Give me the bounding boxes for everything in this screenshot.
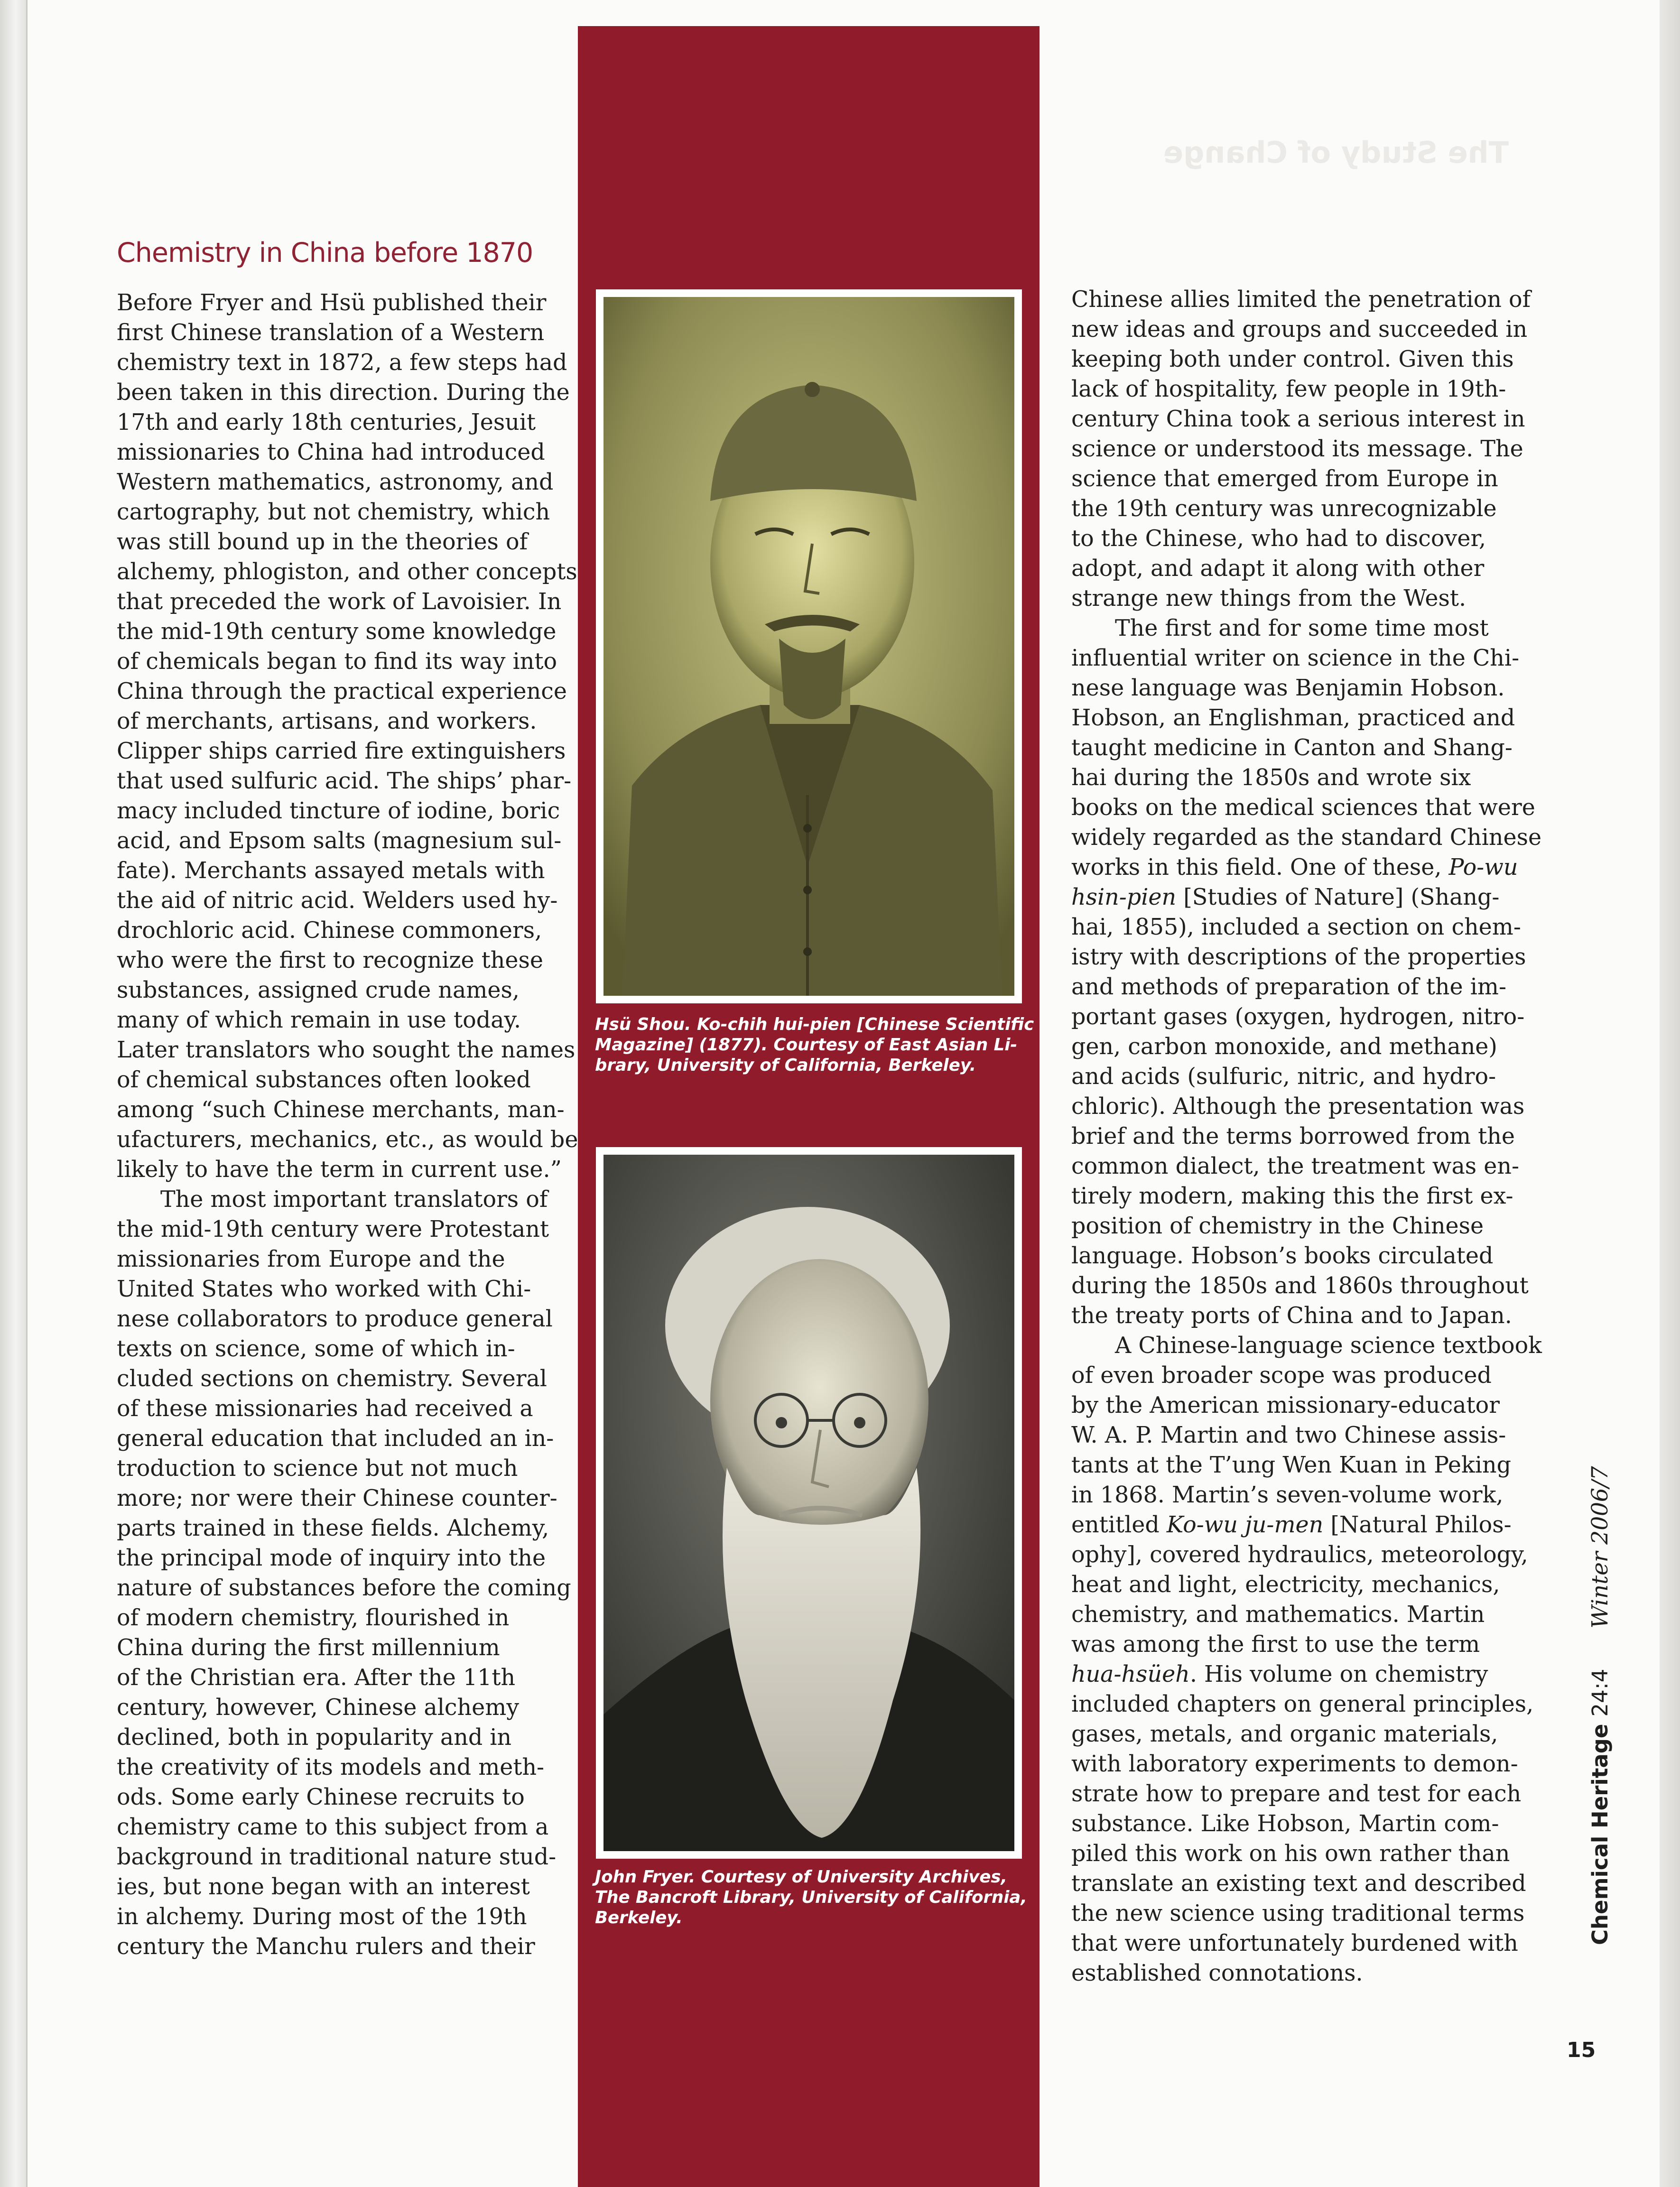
text-line: strange new things from the West. <box>1071 585 1467 612</box>
text-line: The most important translators of <box>160 1186 548 1213</box>
text-line: that used sulfuric acid. The ships’ phar- <box>117 768 572 794</box>
text-line: missionaries to China had introduced <box>117 439 545 465</box>
hsu-shou-photo-frame <box>596 289 1022 1003</box>
text-line: that preceded the work of Lavoisier. In <box>117 589 562 615</box>
text-line: during the 1850s and 1860s throughout <box>1071 1273 1529 1299</box>
text-line: China during the first millennium <box>117 1635 500 1661</box>
issue-number: 24:4 <box>1587 1668 1613 1717</box>
text-line: chemistry came to this subject from a <box>117 1814 549 1840</box>
text-line: Hobson, an Englishman, practiced and <box>1071 705 1515 731</box>
text-line: chemistry text in 1872, a few steps had <box>117 350 567 376</box>
text-line: Western mathematics, astronomy, and <box>117 469 554 495</box>
right-text-column <box>1071 285 1542 1988</box>
text-line: widely regarded as the standard Chinese <box>1071 825 1542 851</box>
italic-title: Ko-wu ju-men <box>1166 1512 1324 1538</box>
text-line: nese language was Benjamin Hobson. <box>1071 675 1505 701</box>
text-line: The first and for some time most <box>1115 615 1489 641</box>
text-line: was among the first to use the term <box>1071 1631 1480 1658</box>
magazine-name: Chemical Heritage <box>1587 1724 1613 1945</box>
text-line: Chinese allies limited the penetration of <box>1071 287 1531 313</box>
text-line: with laboratory experiments to demon- <box>1071 1751 1518 1777</box>
text-line: hai during the 1850s and wrote six <box>1071 765 1471 791</box>
text-line: fate). Merchants assayed metals with <box>117 858 545 884</box>
text-line: substance. Like Hobson, Martin com- <box>1071 1811 1499 1837</box>
text-line: century, however, Chinese alchemy <box>117 1695 520 1721</box>
text-line: keeping both under control. Given this <box>1071 346 1514 372</box>
text-line: science that emerged from Europe in <box>1071 466 1498 492</box>
text-line: strate how to prepare and test for each <box>1071 1781 1522 1807</box>
text-line: ods. Some early Chinese recruits to <box>117 1784 525 1810</box>
page-edge <box>1660 0 1680 2187</box>
text-line: istry with descriptions of the properties <box>1071 944 1526 970</box>
text-line: who were the first to recognize these <box>117 947 543 973</box>
text-line: included chapters on general principles, <box>1071 1691 1534 1717</box>
text-line: to the Chinese, who had to discover, <box>1071 526 1486 552</box>
text-line: piled this work on his own rather than <box>1071 1841 1510 1867</box>
text-line: that were unfortunately burdened with <box>1071 1930 1518 1956</box>
text-line: chloric). Although the presentation was <box>1071 1094 1525 1120</box>
text-line: missionaries from Europe and the <box>117 1246 505 1272</box>
text-line: parts trained in these fields. Alchemy, <box>117 1515 549 1541</box>
text-line: ophy], covered hydraulics, meteorology, <box>1071 1542 1528 1568</box>
text-line: troduction to science but not much <box>117 1455 518 1482</box>
hsu-shou-caption: Hsü Shou. Ko-chih hui-pien [Chinese Scientific Magazine] (1877). Courtesy of East Asian Li- brary, University of California, Berkeley. <box>595 1015 1034 1075</box>
text-line: declined, both in popularity and in <box>117 1724 512 1751</box>
text-line: texts on science, some of which in- <box>117 1336 515 1362</box>
text-line: alchemy, phlogiston, and other concepts <box>117 559 577 585</box>
text-line: macy included tincture of iodine, boric <box>117 798 560 824</box>
text-line: language. Hobson’s books circulated <box>1071 1243 1494 1269</box>
text-line: portant gases (oxygen, hydrogen, nitro- <box>1071 1004 1525 1030</box>
hsu-shou-portrait <box>603 297 1014 996</box>
text-line: ies, but none began with an interest <box>117 1874 530 1900</box>
text-line: gases, metals, and organic materials, <box>1071 1721 1498 1747</box>
text-line: general education that included an in- <box>117 1426 554 1452</box>
text-line: of chemical substances often looked <box>117 1067 531 1093</box>
text-line: United States who worked with Chi- <box>117 1276 531 1302</box>
text-line: translate an existing text and described <box>1071 1871 1526 1897</box>
text-line: tants at the T’ung Wen Kuan in Peking <box>1071 1452 1512 1478</box>
text-line: established connotations. <box>1071 1960 1363 1986</box>
text-line: first Chinese translation of a Western <box>117 320 545 346</box>
text-line: science or understood its message. The <box>1071 436 1523 462</box>
text-line: nese collaborators to produce general <box>117 1306 553 1332</box>
text-line: more; nor were their Chinese counter- <box>117 1485 557 1511</box>
text-line: tirely modern, making this the first ex- <box>1071 1183 1513 1209</box>
text-line: works in this field. One of these, Po-wu <box>1071 854 1518 880</box>
text-line: the new science using traditional terms <box>1071 1900 1525 1927</box>
text-line: ufacturers, mechanics, etc., as would be <box>117 1127 578 1153</box>
text-line: acid, and Epsom salts (magnesium sul- <box>117 828 562 854</box>
text-line: the principal mode of inquiry into the <box>117 1545 546 1571</box>
text-line: the treaty ports of China and to Japan. <box>1071 1303 1512 1329</box>
text-line: in 1868. Martin’s seven-volume work, <box>1071 1482 1504 1508</box>
text-line: Clipper ships carried fire extinguishers <box>117 738 566 764</box>
text-line: hsin-pien [Studies of Nature] (Shang- <box>1071 884 1500 910</box>
left-text-column <box>117 288 578 1962</box>
text-line: position of chemistry in the Chinese <box>1071 1213 1484 1239</box>
show-through-header: The Study of Change <box>1163 135 1509 170</box>
page-number: 15 <box>1567 2038 1596 2062</box>
italic-title: hua-hsüeh <box>1071 1661 1190 1687</box>
section-title: Chemistry in China before 1870 <box>117 237 533 269</box>
text-line: century China took a serious interest in <box>1071 406 1525 432</box>
text-line: drochloric acid. Chinese commoners, <box>117 917 542 944</box>
text-line: lack of hospitality, few people in 19th- <box>1071 376 1506 402</box>
text-line: of these missionaries had received a <box>117 1396 533 1422</box>
text-line: was still bound up in the theories of <box>117 529 528 555</box>
john-fryer-portrait <box>603 1155 1014 1851</box>
text-line: the mid-19th century some knowledge <box>117 619 557 645</box>
text-line: century the Manchu rulers and their <box>117 1934 535 1960</box>
text-line: substances, assigned crude names, <box>117 977 520 1003</box>
text-line: cluded sections on chemistry. Several <box>117 1366 547 1392</box>
text-line: chemistry, and mathematics. Martin <box>1071 1602 1485 1628</box>
text-line: the aid of nitric acid. Welders used hy- <box>117 888 558 914</box>
text-line: among “such Chinese merchants, man- <box>117 1097 565 1123</box>
text-line: W. A. P. Martin and two Chinese assis- <box>1071 1422 1506 1448</box>
text-line: the 19th century was unrecognizable <box>1071 496 1497 522</box>
text-line: Later translators who sought the names <box>117 1037 575 1063</box>
text-line: A Chinese-language science textbook <box>1115 1333 1542 1359</box>
issue-season: Winter 2006/7 <box>1587 1466 1613 1629</box>
text-line: of even broader scope was produced <box>1071 1362 1492 1389</box>
text-line: China through the practical experience <box>117 678 567 704</box>
text-line: likely to have the term in current use.” <box>117 1157 562 1183</box>
text-line: adopt, and adapt it along with other <box>1071 556 1485 582</box>
john-fryer-photo-frame <box>596 1147 1022 1859</box>
text-line: and acids (sulfuric, nitric, and hydro- <box>1071 1064 1496 1090</box>
text-line: taught medicine in Canton and Shang- <box>1071 735 1513 761</box>
text-line: of merchants, artisans, and workers. <box>117 708 537 734</box>
text-line: 17th and early 18th centuries, Jesuit <box>117 409 536 436</box>
text-line: books on the medical sciences that were <box>1071 795 1535 821</box>
text-line: Before Fryer and Hsü published their <box>117 290 547 316</box>
text-line: of chemicals began to find its way into <box>117 649 557 675</box>
text-line: in alchemy. During most of the 19th <box>117 1904 527 1930</box>
text-line: many of which remain in use today. <box>117 1007 521 1033</box>
text-line: brief and the terms borrowed from the <box>1071 1123 1515 1149</box>
text-line: common dialect, the treatment was en- <box>1071 1153 1520 1179</box>
text-line: background in traditional nature stud- <box>117 1844 557 1870</box>
text-line: of the Christian era. After the 11th <box>117 1665 516 1691</box>
text-line: and methods of preparation of the im- <box>1071 974 1506 1000</box>
text-line: nature of substances before the coming <box>117 1575 571 1601</box>
text-line: influential writer on science in the Chi- <box>1071 645 1520 671</box>
italic-title: hsin-pien <box>1071 884 1177 910</box>
text-line: cartography, but not chemistry, which <box>117 499 550 525</box>
text-line: the creativity of its models and meth- <box>117 1754 545 1780</box>
text-line: heat and light, electricity, mechanics, <box>1071 1572 1500 1598</box>
text-line: hai, 1855), included a section on chem- <box>1071 914 1521 940</box>
italic-title: Po-wu <box>1448 854 1518 880</box>
running-footer <box>1587 1466 1613 1945</box>
text-line: hua-hsüeh. His volume on chemistry <box>1071 1661 1488 1687</box>
text-line: entitled Ko-wu ju-men [Natural Philos- <box>1071 1512 1512 1538</box>
text-line: of modern chemistry, flourished in <box>117 1605 510 1631</box>
text-line: the mid-19th century were Protestant <box>117 1216 549 1242</box>
john-fryer-caption: John Fryer. Courtesy of University Archives, The Bancroft Library, University of California, Berkeley. <box>595 1867 1027 1928</box>
binding-spine <box>0 0 28 2187</box>
text-line: gen, carbon monoxide, and methane) <box>1071 1034 1497 1060</box>
text-line: new ideas and groups and succeeded in <box>1071 316 1528 343</box>
text-line: been taken in this direction. During the <box>117 380 570 406</box>
text-line: by the American missionary-educator <box>1071 1392 1500 1418</box>
